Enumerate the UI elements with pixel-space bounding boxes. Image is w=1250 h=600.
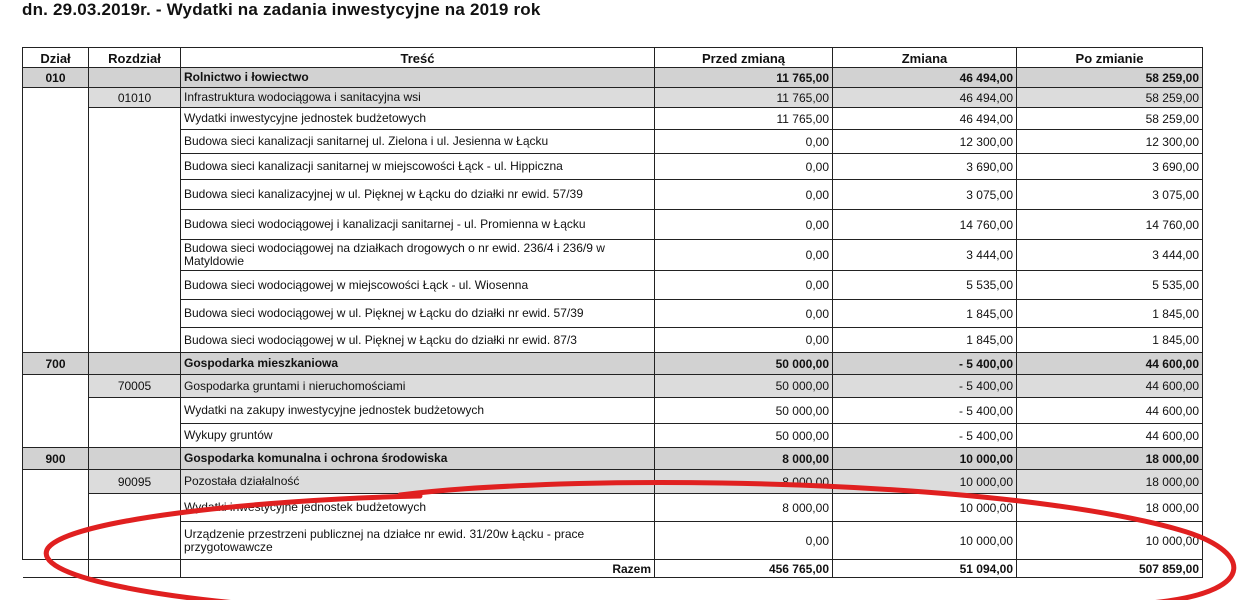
item-name: Budowa sieci wodociągowej w ul. Pięknej w Łącku do działki nr ewid. 87/3 xyxy=(181,328,655,353)
table-row xyxy=(23,522,1203,560)
zmiana-value: 46 494,00 xyxy=(833,108,1017,130)
table-row xyxy=(23,494,1203,522)
dzial-row xyxy=(23,353,1203,375)
rozdzial-row xyxy=(23,470,1203,494)
total-po: 507 859,00 xyxy=(1017,560,1203,578)
table-row xyxy=(23,154,1203,180)
po-value: 12 300,00 xyxy=(1017,130,1203,154)
item-name: Budowa sieci kanalizacji sanitarnej w miejscowości Łąck - ul. Hippiczna xyxy=(181,154,655,180)
przed-value: 50 000,00 xyxy=(655,375,833,398)
przed-value: 11 765,00 xyxy=(655,68,833,88)
zmiana-value: 5 535,00 xyxy=(833,271,1017,300)
total-blank-cell xyxy=(23,560,89,578)
po-value: 3 075,00 xyxy=(1017,180,1203,210)
budget-table xyxy=(22,47,1203,578)
rozdzial-name: Pozostała działalność xyxy=(181,470,655,494)
col-zmiana-header: Zmiana xyxy=(833,48,1017,68)
col-rozdzial-header: Rozdział xyxy=(89,48,181,68)
po-value: 14 760,00 xyxy=(1017,210,1203,240)
zmiana-value: 14 760,00 xyxy=(833,210,1017,240)
po-value: 1 845,00 xyxy=(1017,300,1203,328)
po-value: 44 600,00 xyxy=(1017,398,1203,424)
po-value: 10 000,00 xyxy=(1017,522,1203,560)
item-name: Budowa sieci wodociągowej w miejscowości Łąck - ul. Wiosenna xyxy=(181,271,655,300)
item-name: Wydatki inwestycyjne jednostek budżetowych xyxy=(181,108,655,130)
zmiana-value: - 5 400,00 xyxy=(833,353,1017,375)
zmiana-value: - 5 400,00 xyxy=(833,375,1017,398)
col-tresc-header: Treść xyxy=(181,48,655,68)
rozdzial-span-cell xyxy=(89,108,181,353)
przed-value: 11 765,00 xyxy=(655,88,833,108)
zmiana-value: 10 000,00 xyxy=(833,448,1017,470)
przed-value: 0,00 xyxy=(655,240,833,271)
col-po-header: Po zmianie xyxy=(1017,48,1203,68)
item-name: Budowa sieci wodociągowej w ul. Pięknej w Łącku do działki nr ewid. 57/39 xyxy=(181,300,655,328)
po-value: 3 690,00 xyxy=(1017,154,1203,180)
col-przed-header: Przed zmianą xyxy=(655,48,833,68)
table-row xyxy=(23,240,1203,271)
dzial-name: Gospodarka mieszkaniowa xyxy=(181,353,655,375)
table-row xyxy=(23,210,1203,240)
dzial-code: 700 xyxy=(23,353,89,375)
przed-value: 0,00 xyxy=(655,130,833,154)
przed-value: 50 000,00 xyxy=(655,424,833,448)
item-name: Budowa sieci kanalizacji sanitarnej ul. Zielona i ul. Jesienna w Łącku xyxy=(181,130,655,154)
zmiana-value: 3 444,00 xyxy=(833,240,1017,271)
dzial-span-cell xyxy=(23,470,89,560)
po-value: 18 000,00 xyxy=(1017,448,1203,470)
zmiana-value: 1 845,00 xyxy=(833,300,1017,328)
zmiana-value: 10 000,00 xyxy=(833,470,1017,494)
przed-value: 50 000,00 xyxy=(655,353,833,375)
dzial-code: 900 xyxy=(23,448,89,470)
przed-value: 0,00 xyxy=(655,180,833,210)
po-value: 44 600,00 xyxy=(1017,353,1203,375)
table-row xyxy=(23,108,1203,130)
przed-value: 8 000,00 xyxy=(655,448,833,470)
po-value: 1 845,00 xyxy=(1017,328,1203,353)
po-value: 18 000,00 xyxy=(1017,470,1203,494)
dzial-name: Rolnictwo i łowiectwo xyxy=(181,68,655,88)
table-row xyxy=(23,271,1203,300)
table-row xyxy=(23,180,1203,210)
rozdzial-row xyxy=(23,88,1203,108)
przed-value: 0,00 xyxy=(655,300,833,328)
przed-value: 8 000,00 xyxy=(655,470,833,494)
rozdzial-span-cell xyxy=(89,398,181,448)
zmiana-value: 10 000,00 xyxy=(833,522,1017,560)
table-row xyxy=(23,424,1203,448)
po-value: 5 535,00 xyxy=(1017,271,1203,300)
page-title: dn. 29.03.2019r. - Wydatki na zadania inwestycyjne na 2019 rok xyxy=(22,0,541,19)
po-value: 58 259,00 xyxy=(1017,88,1203,108)
po-value: 58 259,00 xyxy=(1017,68,1203,88)
dzial-code: 010 xyxy=(23,68,89,88)
dzial-row xyxy=(23,448,1203,470)
dzial-name: Gospodarka komunalna i ochrona środowiska xyxy=(181,448,655,470)
rozdzial-name: Infrastruktura wodociągowa i sanitacyjna wsi xyxy=(181,88,655,108)
przed-value: 0,00 xyxy=(655,328,833,353)
rozdzial-code: 01010 xyxy=(89,88,181,108)
przed-value: 0,00 xyxy=(655,210,833,240)
przed-value: 0,00 xyxy=(655,154,833,180)
rozdzial-span-cell xyxy=(89,494,181,560)
zmiana-value: 10 000,00 xyxy=(833,494,1017,522)
rozdzial-row xyxy=(23,375,1203,398)
total-zmiana: 51 094,00 xyxy=(833,560,1017,578)
po-value: 44 600,00 xyxy=(1017,424,1203,448)
table-row xyxy=(23,398,1203,424)
zmiana-value: 46 494,00 xyxy=(833,68,1017,88)
przed-value: 50 000,00 xyxy=(655,398,833,424)
item-name: Budowa sieci wodociągowej na działkach drogowych o nr ewid. 236/4 i 236/9 w Matyldowie xyxy=(181,240,655,271)
dzial-span-cell xyxy=(23,375,89,448)
item-name: Urządzenie przestrzeni publicznej na działce nr ewid. 31/20w Łącku - prace przygotowawcze xyxy=(181,522,655,560)
zmiana-value: 1 845,00 xyxy=(833,328,1017,353)
rozdzial-code: 70005 xyxy=(89,375,181,398)
item-name: Wydatki na zakupy inwestycyjne jednostek budżetowych xyxy=(181,398,655,424)
col-dzial-header: Dział xyxy=(23,48,89,68)
item-name: Budowa sieci wodociągowej i kanalizacji sanitarnej - ul. Promienna w Łącku xyxy=(181,210,655,240)
table-row xyxy=(23,300,1203,328)
po-value: 3 444,00 xyxy=(1017,240,1203,271)
item-name: Wydatki inwestycyjne jednostek budżetowych xyxy=(181,494,655,522)
zmiana-value: - 5 400,00 xyxy=(833,398,1017,424)
rozdzial-cell xyxy=(89,353,181,375)
total-label: Razem xyxy=(181,560,655,578)
przed-value: 8 000,00 xyxy=(655,494,833,522)
total-row xyxy=(23,560,1203,578)
zmiana-value: 12 300,00 xyxy=(833,130,1017,154)
total-przed: 456 765,00 xyxy=(655,560,833,578)
zmiana-value: 3 075,00 xyxy=(833,180,1017,210)
rozdzial-name: Gospodarka gruntami i nieruchomościami xyxy=(181,375,655,398)
przed-value: 0,00 xyxy=(655,522,833,560)
po-value: 18 000,00 xyxy=(1017,494,1203,522)
header-row xyxy=(23,48,1203,68)
total-blank-cell xyxy=(89,560,181,578)
rozdzial-cell xyxy=(89,448,181,470)
dzial-span-cell xyxy=(23,88,89,353)
item-name: Budowa sieci kanalizacyjnej w ul. Pięknej w Łącku do działki nr ewid. 57/39 xyxy=(181,180,655,210)
table-row xyxy=(23,130,1203,154)
przed-value: 0,00 xyxy=(655,271,833,300)
po-value: 58 259,00 xyxy=(1017,108,1203,130)
table-row xyxy=(23,328,1203,353)
po-value: 44 600,00 xyxy=(1017,375,1203,398)
item-name: Wykupy gruntów xyxy=(181,424,655,448)
przed-value: 11 765,00 xyxy=(655,108,833,130)
zmiana-value: 46 494,00 xyxy=(833,88,1017,108)
zmiana-value: - 5 400,00 xyxy=(833,424,1017,448)
rozdzial-code: 90095 xyxy=(89,470,181,494)
zmiana-value: 3 690,00 xyxy=(833,154,1017,180)
dzial-row xyxy=(23,68,1203,88)
rozdzial-cell xyxy=(89,68,181,88)
